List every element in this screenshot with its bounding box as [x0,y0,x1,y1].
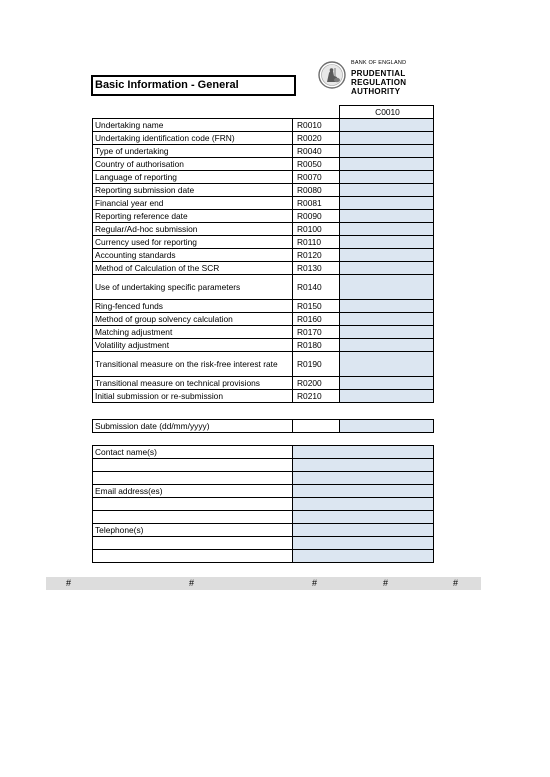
row-label: Initial submission or re-submission [93,390,293,403]
row-code: R0150 [293,300,340,313]
row-label: Ring-fenced funds [93,300,293,313]
row-label: Reporting reference date [93,210,293,223]
contact-name-input-3[interactable] [293,472,434,485]
submission-date-input[interactable] [340,420,434,433]
row-label: Undertaking identification code (FRN) [93,132,293,145]
table-row [93,275,434,300]
row-value-input[interactable] [340,145,434,158]
row-code: R0170 [293,326,340,339]
telephone-label: Telephone(s) [93,524,293,537]
table-row [93,119,434,132]
row-value-input[interactable] [340,390,434,403]
table-row [93,210,434,223]
table-row [93,236,434,249]
table-row [93,300,434,313]
row-code: R0190 [293,352,340,377]
contact-name-input-1[interactable] [293,446,434,459]
row-value-input[interactable] [340,223,434,236]
row-value-input[interactable] [340,262,434,275]
row-label: Type of undertaking [93,145,293,158]
table-row [93,377,434,390]
footer-bar [46,577,481,590]
row-value-input[interactable] [340,171,434,184]
column-header-row [93,106,434,119]
contact-name-input-2[interactable] [293,459,434,472]
row-label: Undertaking name [93,119,293,132]
footer-mark: # [453,578,459,588]
row-label: Method of Calculation of the SCR [93,262,293,275]
submission-date-label: Submission date (dd/mm/yyyy) [93,420,293,433]
logo-line-pra: PRUDENTIAL REGULATION [351,68,407,87]
email-blank-2 [93,511,293,524]
table-row [93,132,434,145]
telephone-input-1[interactable] [293,524,434,537]
email-label: Email address(es) [93,485,293,498]
row-value-input[interactable] [340,352,434,377]
table-row [93,145,434,158]
logo-line-authority: AUTHORITY [351,86,401,96]
row-label: Regular/Ad-hoc submission [93,223,293,236]
row-label: Language of reporting [93,171,293,184]
table-row [93,313,434,326]
row-value-input[interactable] [340,339,434,352]
row-code: R0081 [293,197,340,210]
submission-date-table [92,419,434,433]
footer-mark: # [312,578,318,588]
footer-mark: # [383,578,389,588]
row-code: R0080 [293,184,340,197]
row-label: Use of undertaking specific parameters [93,275,293,300]
row-label: Country of authorisation [93,158,293,171]
row-code: R0070 [293,171,340,184]
email-input-3[interactable] [293,511,434,524]
row-code: R0010 [293,119,340,132]
table-row [93,339,434,352]
row-code: R0100 [293,223,340,236]
logo-line-bank: BANK OF ENGLAND [351,60,407,66]
boe-pra-logo [318,60,440,96]
row-value-input[interactable] [340,158,434,171]
table-row [93,223,434,236]
row-label: Volatility adjustment [93,339,293,352]
row-label: Reporting submission date [93,184,293,197]
row-code: R0090 [293,210,340,223]
row-value-input[interactable] [340,236,434,249]
email-blank-1 [93,498,293,511]
telephone-blank-2 [93,550,293,563]
submission-date-code-cell [293,420,340,433]
telephone-blank-1 [93,537,293,550]
contact-name-label: Contact name(s) [93,446,293,459]
row-code: R0040 [293,145,340,158]
row-code: R0180 [293,339,340,352]
table-row [93,249,434,262]
page-title: Basic Information - General [91,75,296,96]
row-value-input[interactable] [340,326,434,339]
table-row [93,352,434,377]
row-value-input[interactable] [340,300,434,313]
table-row [93,326,434,339]
row-label: Currency used for reporting [93,236,293,249]
row-value-input[interactable] [340,210,434,223]
telephone-input-3[interactable] [293,550,434,563]
table-row [93,390,434,403]
row-label: Method of group solvency calculation [93,313,293,326]
email-input-2[interactable] [293,498,434,511]
row-code: R0140 [293,275,340,300]
row-value-input[interactable] [340,249,434,262]
row-code: R0130 [293,262,340,275]
telephone-input-2[interactable] [293,537,434,550]
row-code: R0110 [293,236,340,249]
row-code: R0160 [293,313,340,326]
footer-mark: # [189,578,195,588]
column-header-c0010: C0010 [340,106,434,119]
row-code: R0210 [293,390,340,403]
row-code: R0200 [293,377,340,390]
footer-mark: # [66,578,72,588]
table-row [93,158,434,171]
row-label: Matching adjustment [93,326,293,339]
row-value-input[interactable] [340,197,434,210]
table-row [93,197,434,210]
row-value-input[interactable] [340,377,434,390]
row-value-input[interactable] [340,119,434,132]
contact-name-blank-2 [93,472,293,485]
row-code: R0050 [293,158,340,171]
email-input-1[interactable] [293,485,434,498]
britannia-emblem-icon [318,60,346,90]
row-code: R0120 [293,249,340,262]
row-code: R0020 [293,132,340,145]
row-value-input[interactable] [340,184,434,197]
table-row [93,171,434,184]
basic-information-table [92,105,434,403]
row-label: Transitional measure on the risk-free interest rate [93,352,293,377]
row-value-input[interactable] [340,275,434,300]
contact-name-blank-1 [93,459,293,472]
contact-table [92,445,434,563]
table-row [93,184,434,197]
row-value-input[interactable] [340,132,434,145]
row-label: Accounting standards [93,249,293,262]
row-label: Transitional measure on technical provisions [93,377,293,390]
row-label: Financial year end [93,197,293,210]
row-value-input[interactable] [340,313,434,326]
table-row [93,262,434,275]
